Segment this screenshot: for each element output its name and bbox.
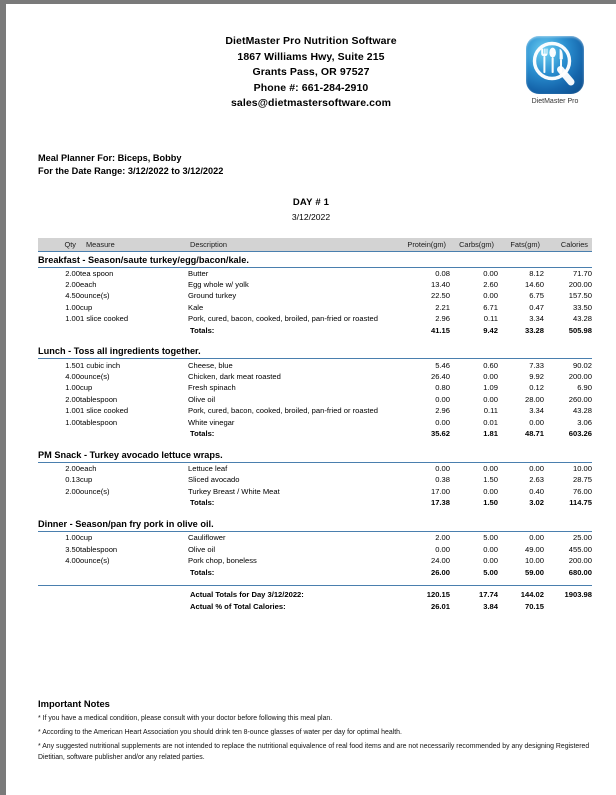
column-header-calories: Calories — [544, 238, 592, 252]
cell-fats: 6.75 — [529, 291, 544, 301]
cell-qty — [38, 497, 80, 511]
cell-carbs: 0.11 — [483, 406, 498, 416]
table-row — [38, 543, 592, 554]
day-heading — [6, 197, 616, 222]
cell-calories: 200.00 — [568, 280, 592, 290]
cell-qty: 3.50 — [65, 544, 80, 554]
meal-section-header — [38, 343, 592, 359]
cell-description: Sliced avocado — [188, 475, 240, 485]
planner-info — [6, 152, 616, 179]
cell-fats: 7.33 — [529, 360, 544, 370]
cell-carbs: 0.00 — [483, 372, 498, 382]
section-totals-row — [38, 428, 592, 442]
logo-caption: DietMaster Pro — [531, 98, 579, 105]
table-row — [38, 394, 592, 405]
planner-date-range: For the Date Range: 3/12/2022 to 3/12/2022 — [38, 166, 224, 176]
cell-measure: tablespoon — [80, 394, 118, 404]
cell-description: Cauliflower — [188, 533, 226, 543]
cell-fats: 9.92 — [529, 372, 544, 382]
brand-logo — [520, 36, 590, 105]
totals-fats: 48.71 — [524, 429, 544, 439]
meal-table — [38, 238, 592, 613]
table-row — [38, 486, 592, 497]
table-row — [38, 416, 592, 427]
note-item: * Any suggested nutritional supplements are not intended to replace the nutritional equivalence of real food items and are not necessarily recommended by any designing Registered Dietitian, software publisher and/or any related parties. — [38, 743, 590, 761]
cell-measure: ounce(s) — [80, 555, 110, 565]
cell-measure: ounce(s) — [80, 486, 110, 496]
cell-measure — [80, 324, 188, 338]
cell-qty — [38, 428, 80, 442]
cell-carbs: 0.00 — [483, 463, 498, 473]
totals-calories: 680.00 — [568, 567, 592, 577]
cell-description: Kale — [188, 302, 204, 312]
cell-qty: 1.50 — [65, 360, 80, 370]
cell-protein: 2.21 — [435, 302, 450, 312]
cell-calories: 43.28 — [572, 314, 592, 324]
totals-fats: 59.00 — [524, 567, 544, 577]
cell-qty — [38, 586, 80, 601]
cell-carbs: 0.01 — [483, 417, 498, 427]
document-page — [6, 4, 616, 795]
cell-calories: 76.00 — [572, 486, 592, 496]
cell-description: Lettuce leaf — [188, 463, 228, 473]
totals-protein: 17.38 — [430, 498, 450, 508]
table-row — [38, 474, 592, 485]
note-item: * According to the American Heart Association you should drink ten 8-ounce glasses of water per day for optimal health. — [38, 729, 402, 737]
table-row — [38, 267, 592, 279]
cell-fats: 14.60 — [524, 280, 544, 290]
section-totals-row — [38, 324, 592, 338]
cell-qty: 0.13 — [65, 475, 80, 485]
cell-protein: 17.00 — [430, 486, 450, 496]
company-name: DietMaster Pro Nutrition Software — [225, 35, 397, 47]
table-row — [38, 302, 592, 313]
cell-calories: 71.70 — [572, 268, 592, 278]
totals-carbs: 9.42 — [483, 325, 498, 335]
cell-description: Butter — [188, 268, 209, 278]
totals-carbs: 1.81 — [483, 429, 498, 439]
totals-fats: 3.02 — [529, 498, 544, 508]
table-row — [38, 555, 592, 566]
cell-measure: each — [80, 280, 97, 290]
grand-total-label: Actual % of Total Calories: — [190, 601, 286, 611]
cell-description: Pork chop, boneless — [188, 555, 257, 565]
cell-measure: cup — [80, 383, 93, 393]
totals-protein: 26.00 — [430, 567, 450, 577]
cell-protein: 0.00 — [435, 394, 450, 404]
cell-description: Turkey Breast / White Meat — [188, 486, 280, 496]
meal-section-title: Lunch - Toss all ingredients together. — [38, 343, 592, 359]
company-email: sales@dietmastersoftware.com — [230, 97, 392, 109]
totals-label: Totals: — [190, 567, 215, 577]
cell-qty — [38, 324, 80, 338]
section-totals-row — [38, 566, 592, 580]
cell-qty: 4.00 — [65, 372, 80, 382]
cell-fats: 3.34 — [529, 314, 544, 324]
cell-protein: 2.00 — [435, 533, 450, 543]
cell-measure: ounce(s) — [80, 291, 110, 301]
cell-qty — [38, 566, 80, 580]
totals-label: Totals: — [190, 498, 215, 508]
cell-calories: 28.75 — [572, 475, 592, 485]
cell-qty: 4.00 — [65, 555, 80, 565]
cell-measure: 1 slice cooked — [80, 406, 129, 416]
company-street: 1867 Williams Hwy, Suite 215 — [237, 50, 385, 63]
cell-calories: 25.00 — [572, 533, 592, 543]
cell-measure — [80, 600, 188, 612]
company-city-state-zip: Grants Pass, OR 97527 — [252, 66, 370, 78]
cell-carbs: 0.60 — [483, 360, 498, 370]
cell-measure — [80, 428, 188, 442]
column-header-carbs: Carbs(gm) — [450, 238, 498, 252]
cell-carbs: 2.60 — [483, 280, 498, 290]
planner-client: Meal Planner For: Biceps, Bobby — [38, 152, 182, 163]
cell-qty: 1.00 — [65, 533, 80, 543]
grand-total-carbs: 17.74 — [450, 586, 498, 601]
totals-fats: 33.28 — [524, 325, 544, 335]
totals-protein: 41.15 — [430, 325, 450, 335]
cell-measure — [80, 566, 188, 580]
column-header-protein: Protein(gm) — [398, 238, 450, 252]
cell-fats: 3.34 — [529, 406, 544, 416]
meal-section-title: Breakfast - Season/saute turkey/egg/bacon/kale. — [38, 251, 592, 267]
cell-fats: 28.00 — [524, 394, 544, 404]
cell-protein: 24.00 — [430, 555, 450, 565]
totals-carbs: 5.00 — [483, 567, 498, 577]
totals-label: Totals: — [190, 325, 215, 335]
cell-measure — [80, 586, 188, 601]
grand-total-protein: 120.15 — [398, 586, 450, 601]
cell-carbs: 1.09 — [483, 383, 498, 393]
totals-calories: 603.26 — [568, 429, 592, 439]
section-totals-row — [38, 497, 592, 511]
grand-total-label: Actual Totals for Day 3/12/2022: — [188, 586, 398, 601]
totals-calories: 114.75 — [569, 498, 592, 508]
cell-protein: 0.00 — [435, 463, 450, 473]
table-row — [38, 313, 592, 324]
cell-carbs: 1.50 — [483, 475, 498, 485]
cell-measure: each — [80, 463, 97, 473]
table-row — [38, 371, 592, 382]
cell-description: Pork, cured, bacon, cooked, broiled, pan-fried or roasted — [188, 314, 378, 324]
cell-measure: tablespoon — [80, 417, 118, 427]
cell-description: Ground turkey — [188, 291, 237, 301]
cell-fats: 8.12 — [529, 268, 544, 278]
cell-description: Fresh spinach — [188, 383, 236, 393]
grand-total-fats: 144.02 — [498, 586, 544, 601]
meal-section-title: Dinner - Season/pan fry pork in olive oil. — [38, 516, 592, 532]
cell-fats: 0.00 — [529, 417, 544, 427]
cell-measure: tea spoon — [80, 268, 114, 278]
meal-section-title: PM Snack - Turkey avocado lettuce wraps. — [38, 447, 592, 463]
cell-calories: 200.00 — [568, 372, 592, 382]
day-date: 3/12/2022 — [291, 211, 331, 222]
meal-section-header — [38, 251, 592, 267]
cell-description: White vinegar — [188, 417, 235, 427]
cell-protein: 13.40 — [430, 280, 450, 290]
cell-calories: 90.02 — [572, 360, 592, 370]
cell-carbs: 0.00 — [483, 486, 498, 496]
cell-qty: 1.00 — [65, 314, 80, 324]
cell-description: Egg whole w/ yolk — [188, 280, 249, 290]
cell-protein: 0.00 — [435, 417, 450, 427]
totals-protein: 35.62 — [430, 429, 450, 439]
totals-label: Totals: — [190, 429, 215, 439]
cell-description: Cheese, blue — [188, 360, 233, 370]
cell-carbs: 0.00 — [483, 394, 498, 404]
cell-calories: 200.00 — [568, 555, 592, 565]
cell-protein: 2.96 — [435, 406, 450, 416]
grand-total-carbs: 3.84 — [483, 601, 498, 611]
cell-protein: 0.38 — [435, 475, 450, 485]
cell-measure — [80, 497, 188, 511]
cell-calories: 260.00 — [568, 394, 592, 404]
totals-calories: 505.98 — [568, 325, 592, 335]
company-phone: Phone #: 661-284-2910 — [253, 81, 369, 94]
totals-carbs: 1.50 — [483, 498, 498, 508]
grand-total-row — [38, 586, 592, 601]
cell-fats: 0.40 — [529, 486, 544, 496]
grand-total-protein: 26.01 — [430, 601, 450, 611]
cell-carbs: 5.00 — [483, 533, 498, 543]
meal-table-container — [6, 238, 616, 613]
table-header — [38, 238, 592, 252]
cell-calories: 33.50 — [572, 302, 592, 312]
table-row — [38, 279, 592, 290]
cell-protein: 2.96 — [435, 314, 450, 324]
cell-carbs: 0.00 — [483, 291, 498, 301]
cell-fats: 0.47 — [529, 302, 544, 312]
grand-total-row — [38, 600, 592, 612]
cell-protein: 0.00 — [435, 544, 450, 554]
cell-calories: 10.00 — [572, 463, 592, 473]
cell-calories: 157.50 — [568, 291, 592, 301]
cell-qty: 2.00 — [65, 268, 80, 278]
cell-qty: 1.00 — [65, 302, 80, 312]
meal-section-header — [38, 516, 592, 532]
table-row — [38, 382, 592, 393]
cell-description: Chicken, dark meat roasted — [188, 372, 281, 382]
cell-qty: 2.00 — [65, 463, 80, 473]
cell-qty: 2.00 — [65, 394, 80, 404]
cell-measure: 1 slice cooked — [80, 314, 129, 324]
cell-description: Olive oil — [188, 394, 216, 404]
cell-measure: ounce(s) — [80, 372, 110, 382]
column-header-qty: Qty — [38, 238, 80, 252]
column-header-measure: Measure — [80, 238, 188, 252]
cell-calories: 6.90 — [577, 383, 592, 393]
cell-carbs: 6.71 — [483, 302, 498, 312]
cell-qty: 2.00 — [65, 486, 80, 496]
grand-total-fats: 70.15 — [524, 601, 544, 611]
table-body — [38, 251, 592, 612]
cell-fats: 0.00 — [529, 533, 544, 543]
table-row — [38, 405, 592, 416]
cell-measure: cup — [80, 475, 93, 485]
grand-total-calories: 1903.98 — [544, 586, 592, 601]
cell-calories: 455.00 — [568, 544, 592, 554]
cell-calories: 3.06 — [577, 417, 592, 427]
cell-protein: 22.50 — [430, 291, 450, 301]
cell-protein: 0.80 — [435, 383, 450, 393]
table-row — [38, 462, 592, 474]
cell-description: Pork, cured, bacon, cooked, broiled, pan-fried or roasted — [188, 406, 378, 416]
cell-qty — [38, 600, 80, 612]
cell-measure: tablespoon — [80, 544, 118, 554]
cell-carbs: 0.11 — [483, 314, 498, 324]
cell-protein: 26.40 — [430, 372, 450, 382]
table-row — [38, 290, 592, 301]
cell-qty: 1.00 — [65, 417, 80, 427]
column-header-fats: Fats(gm) — [498, 238, 544, 252]
cell-description: Olive oil — [188, 544, 216, 554]
cell-fats: 49.00 — [524, 544, 544, 554]
cell-protein: 5.46 — [435, 360, 450, 370]
note-item: * If you have a medical condition, please consult with your doctor before following this meal plan. — [38, 715, 333, 722]
table-row — [38, 531, 592, 543]
cell-qty: 2.00 — [65, 280, 80, 290]
cell-carbs: 0.00 — [483, 268, 498, 278]
cell-carbs: 0.00 — [483, 544, 498, 554]
cell-fats: 2.63 — [529, 475, 544, 485]
table-row — [38, 359, 592, 371]
magnifier-utensils-icon — [526, 36, 584, 94]
column-header-description: Description — [188, 238, 398, 252]
cell-carbs: 0.00 — [483, 555, 498, 565]
important-notes — [38, 698, 592, 767]
notes-title: Important Notes — [38, 698, 110, 709]
day-title: DAY # 1 — [292, 196, 330, 208]
meal-section-header — [38, 447, 592, 463]
cell-protein: 0.08 — [435, 268, 450, 278]
cell-fats: 0.00 — [529, 463, 544, 473]
grand-total-calories — [544, 600, 592, 612]
cell-measure: cup — [80, 302, 93, 312]
cell-measure: 1 cubic inch — [80, 360, 121, 370]
cell-fats: 10.00 — [524, 555, 544, 565]
cell-calories: 43.28 — [572, 406, 592, 416]
cell-measure: cup — [80, 533, 93, 543]
cell-fats: 0.12 — [529, 383, 544, 393]
cell-qty: 1.00 — [65, 406, 80, 416]
cell-qty: 1.00 — [65, 383, 80, 393]
cell-qty: 4.50 — [65, 291, 80, 301]
